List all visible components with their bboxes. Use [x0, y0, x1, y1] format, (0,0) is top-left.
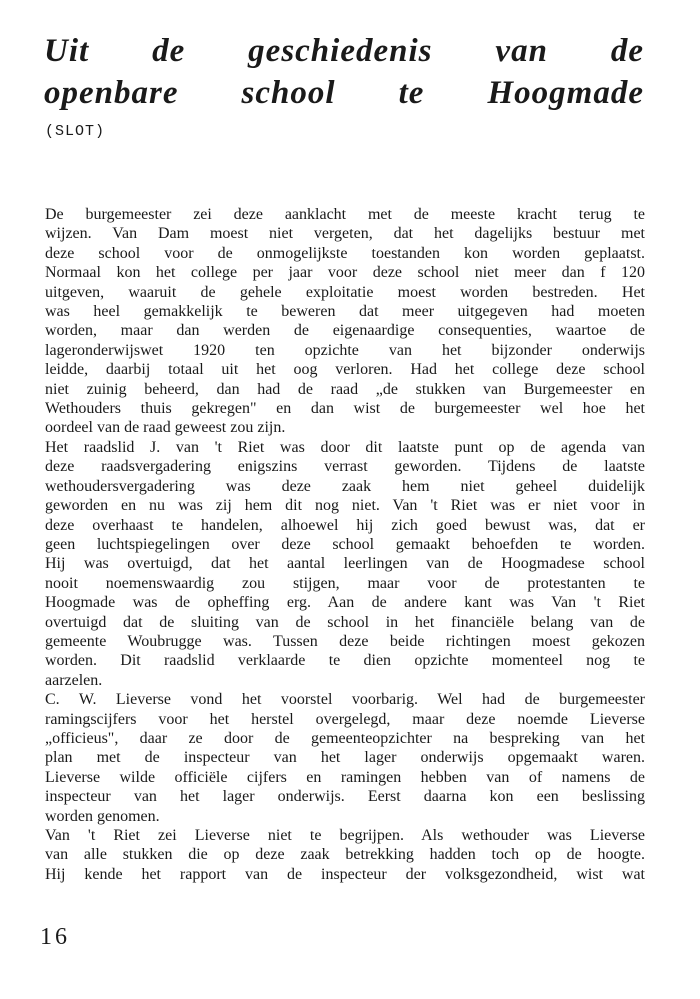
text-line: inspecteur van het lager onderwijs. Eerst daarna kon een beslissing — [45, 788, 645, 806]
text-line: leidde, daarbij totaal uit het oog verloren. Had het college deze school — [45, 361, 645, 379]
title-line: Uit de geschiedenis van de — [44, 33, 644, 69]
text-line: niet zuinig beheerd, dan had de raad „de stukken van Burgemeester en — [45, 380, 645, 398]
text-line: deze overhaast te handelen, alhoewel hij zich goed bewust was, dat er — [45, 516, 645, 534]
text-line: geworden en nu was zij hem dit nog niet. Van 't Riet was er niet voor in — [45, 497, 645, 515]
text-line: uitgeven, waaruit de gehele exploitatie moest worden bestreden. Het — [45, 283, 645, 301]
text-line: oordeel van de raad geweest zou zijn. — [45, 419, 286, 437]
text-line: aarzelen. — [45, 671, 103, 689]
text-line: Hij kende het rapport van de inspecteur der volksgezondheid, wist wat — [45, 865, 645, 883]
text-line: lageronderwijswet 1920 ten opzichte van het bijzonder onderwijs — [45, 341, 645, 359]
text-line: nooit noemenswaardig zou stijgen, maar voor de protestanten te — [45, 574, 645, 592]
text-line: Van 't Riet zei Lieverse niet te begrijpen. Als wethouder was Lieverse — [45, 827, 645, 844]
text-line: ramingscijfers voor het herstel overgelegd, maar deze noemde Lieverse — [45, 710, 645, 728]
text-line: Normaal kon het college per jaar voor deze school niet meer dan f 120 — [45, 264, 645, 282]
text-line: plan met de inspecteur van het lager onderwijs opgemaakt waren. — [45, 749, 645, 767]
article-title — [44, 30, 644, 114]
text-line: wethoudersvergadering was deze zaak hem niet geheel duidelijk — [45, 477, 645, 495]
text-line: deze school voor de onmogelijkste toestanden kon worden geplaatst. — [45, 244, 645, 262]
text-line: De burgemeester zei deze aanklacht met de meeste kracht terug te — [45, 206, 645, 223]
text-line: Wethouders thuis gekregen" en dan wist de burgemeester wel hoe het — [45, 400, 645, 418]
text-line: „officieus", daar ze door de gemeenteopzichter na bespreking van het — [45, 729, 645, 747]
text-line: overtuigd dat de sluiting van de school in het financiële belang van de — [45, 613, 645, 631]
text-line: Hij was overtuigd, dat het aantal leerlingen van de Hoogmadese school — [45, 555, 645, 573]
subtitle-slot: (SLOT) — [45, 123, 106, 140]
text-line: Het raadslid J. van 't Riet was door dit laatste punt op de agenda van — [45, 438, 645, 456]
title-line: openbare school te Hoogmade — [44, 75, 644, 111]
text-line: was heel gemakkelijk te beweren dat meer uitgegeven had moeten — [45, 303, 645, 321]
text-line: wijzen. Van Dam moest niet vergeten, dat het dagelijks bestuur met — [45, 225, 645, 243]
text-line: worden, maar dan werden de eigenaardige consequenties, waartoe de — [45, 322, 645, 340]
text-line: worden genomen. — [45, 807, 160, 825]
text-line: van alle stukken die op deze zaak betrekking hadden toch op de hoogte. — [45, 846, 645, 864]
text-line: Lieverse wilde officiële cijfers en ramingen hebben van of namens de — [45, 768, 645, 786]
text-line: geen luchtspiegelingen over deze school gemaakt behoefden te worden. — [45, 535, 645, 553]
article-body — [45, 205, 645, 884]
text-line: Hoogmade was de opheffing erg. Aan de andere kant was Van 't Riet — [45, 594, 645, 612]
page-number: 16 — [40, 924, 70, 950]
text-line: C. W. Lieverse vond het voorstel voorbarig. Wel had de burgemeester — [45, 691, 645, 709]
text-line: worden. Dit raadslid verklaarde te dien opzichte momenteel nog te — [45, 652, 645, 670]
text-line: deze raadsvergadering enigszins verrast geworden. Tijdens de laatste — [45, 458, 645, 476]
text-line: gemeente Woubrugge was. Tussen deze beide richtingen moest gekozen — [45, 632, 645, 650]
